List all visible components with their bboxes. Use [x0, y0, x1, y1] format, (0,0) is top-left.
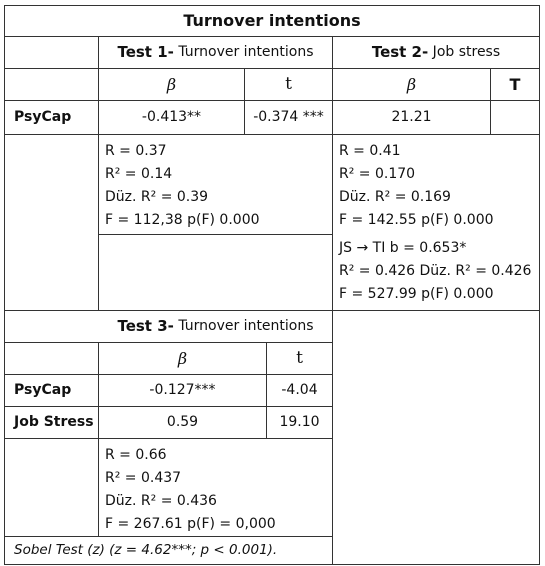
- test2-header-bold: Test 2-: [371, 43, 429, 62]
- test2-header: [333, 37, 539, 68]
- test1-psycap-t: -0.374 ***: [253, 108, 324, 125]
- test2-model-stats: [333, 135, 539, 234]
- test3-psycap-beta: -0.127***: [149, 381, 216, 398]
- test3-jobstress-beta: 0.59: [166, 413, 199, 430]
- test3-stat-r: R = 0.66: [105, 447, 167, 463]
- mediation-f: F = 527.99 p(F) 0.000: [339, 286, 494, 302]
- table-title: Turnover intentions: [183, 11, 361, 30]
- row-label-psycap: PsyCap: [14, 108, 72, 125]
- mediation-stats: [333, 232, 539, 310]
- test1-beta-header: β: [166, 74, 177, 94]
- test3-psycap-t: -4.04: [281, 381, 318, 398]
- test2-stat-r: R = 0.41: [339, 143, 401, 159]
- test3-stat-r2: R² = 0.437: [105, 470, 182, 486]
- test3-model-stats: [99, 439, 332, 536]
- test2-psycap-beta: 21.21: [391, 108, 432, 125]
- test2-t-header: T: [509, 74, 521, 94]
- test3-t-header: t: [296, 347, 303, 368]
- test1-stat-r2: R² = 0.14: [105, 166, 173, 182]
- test3-stat-adj-r2: Düz. R² = 0.436: [105, 493, 217, 509]
- test3-header: [99, 311, 332, 342]
- test3-header-rest: Turnover intentions: [173, 317, 314, 334]
- test2-header-rest: Job stress: [428, 43, 501, 60]
- test1-stat-f: F = 112,38 p(F) 0.000: [105, 212, 260, 228]
- mediation-path: JS → TI b = 0.653*: [339, 240, 467, 256]
- test1-t-header: t: [285, 73, 292, 94]
- test1-stat-adj-r2: Düz. R² = 0.39: [105, 189, 209, 205]
- test3-header-bold: Test 3-: [117, 317, 174, 336]
- test1-model-stats: [99, 135, 332, 234]
- test3-stat-f: F = 267.61 p(F) = 0,000: [105, 516, 276, 532]
- test3-row-label-psycap: PsyCap: [14, 381, 72, 398]
- test2-stat-f: F = 142.55 p(F) 0.000: [339, 212, 494, 228]
- test3-beta-header: β: [177, 348, 188, 368]
- test2-stat-r2: R² = 0.170: [339, 166, 416, 182]
- test2-psycap-t: [491, 101, 539, 134]
- test1-header-rest: Turnover intentions: [173, 43, 314, 60]
- test1-header: [99, 37, 332, 68]
- test2-stat-adj-r2: Düz. R² = 0.169: [339, 189, 451, 205]
- test1-psycap-beta: -0.413**: [141, 108, 202, 125]
- test1-header-bold: Test 1-: [117, 43, 174, 62]
- sobel-test-note: Sobel Test (z) (z = 4.62***; p < 0.001).: [14, 542, 278, 559]
- test2-beta-header: β: [406, 74, 417, 94]
- test3-jobstress-t: 19.10: [279, 413, 320, 430]
- mediation-r2: R² = 0.426 Düz. R² = 0.426: [339, 263, 532, 279]
- test1-stat-r: R = 0.37: [105, 143, 167, 159]
- test3-row-label-jobstress: Job Stress: [14, 413, 94, 430]
